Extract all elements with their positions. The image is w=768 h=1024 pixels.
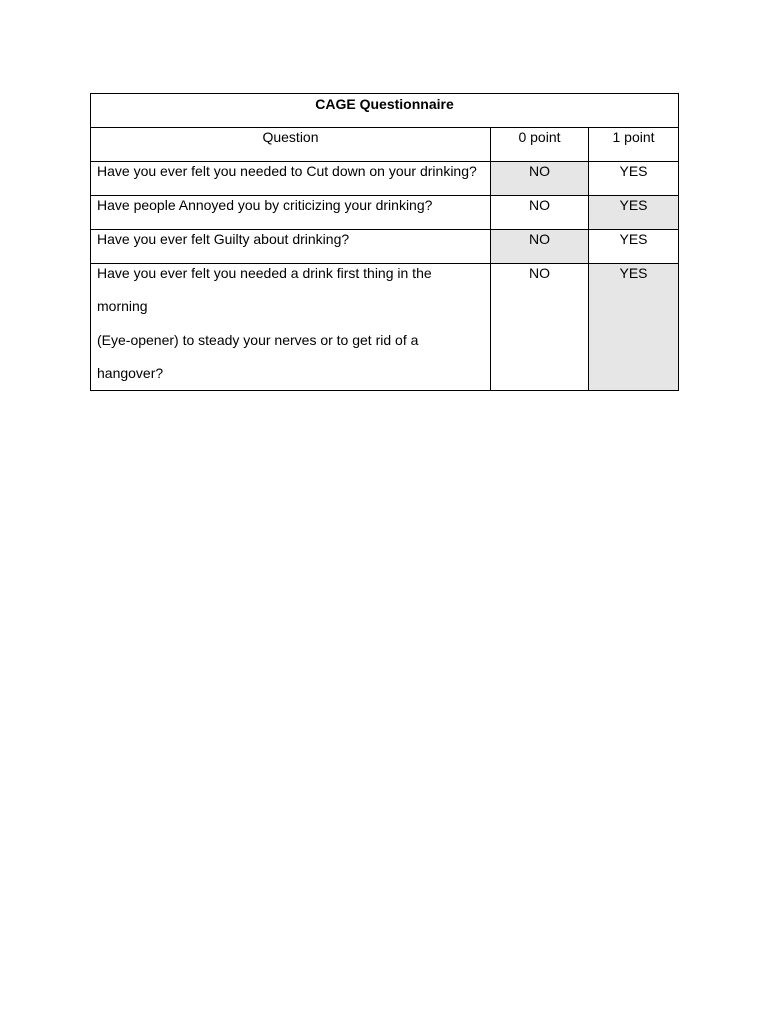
one-point-cell: YES	[589, 196, 679, 230]
header-row	[91, 128, 679, 162]
question-cell: Have you ever felt you needed to Cut down on your drinking?	[91, 162, 491, 196]
one-point-cell: YES	[589, 162, 679, 196]
table-row	[91, 162, 679, 196]
question-cell: Have you ever felt Guilty about drinking?	[91, 230, 491, 264]
question-line-1: Have you ever felt you needed a drink first thing in the morning	[97, 265, 432, 314]
table-title	[91, 94, 679, 128]
table-row	[91, 196, 679, 230]
zero-point-cell: NO	[491, 230, 589, 264]
question-cell: Have people Annoyed you by criticizing your drinking?	[91, 196, 491, 230]
header-zero-point: 0 point	[491, 128, 589, 162]
cage-questionnaire-table	[90, 93, 679, 391]
one-point-cell: YES	[589, 264, 679, 391]
table-row	[91, 264, 679, 391]
zero-point-cell: NO	[491, 196, 589, 230]
title-row	[91, 94, 679, 128]
zero-point-cell: NO	[491, 162, 589, 196]
one-point-cell: YES	[589, 230, 679, 264]
question-line-2: (Eye-opener) to steady your nerves or to get rid of a hangover?	[97, 332, 419, 381]
question-cell	[91, 264, 491, 391]
table-title-text: CAGE Questionnaire	[315, 96, 454, 112]
zero-point-cell: NO	[491, 264, 589, 391]
header-question: Question	[91, 128, 491, 162]
header-one-point: 1 point	[589, 128, 679, 162]
